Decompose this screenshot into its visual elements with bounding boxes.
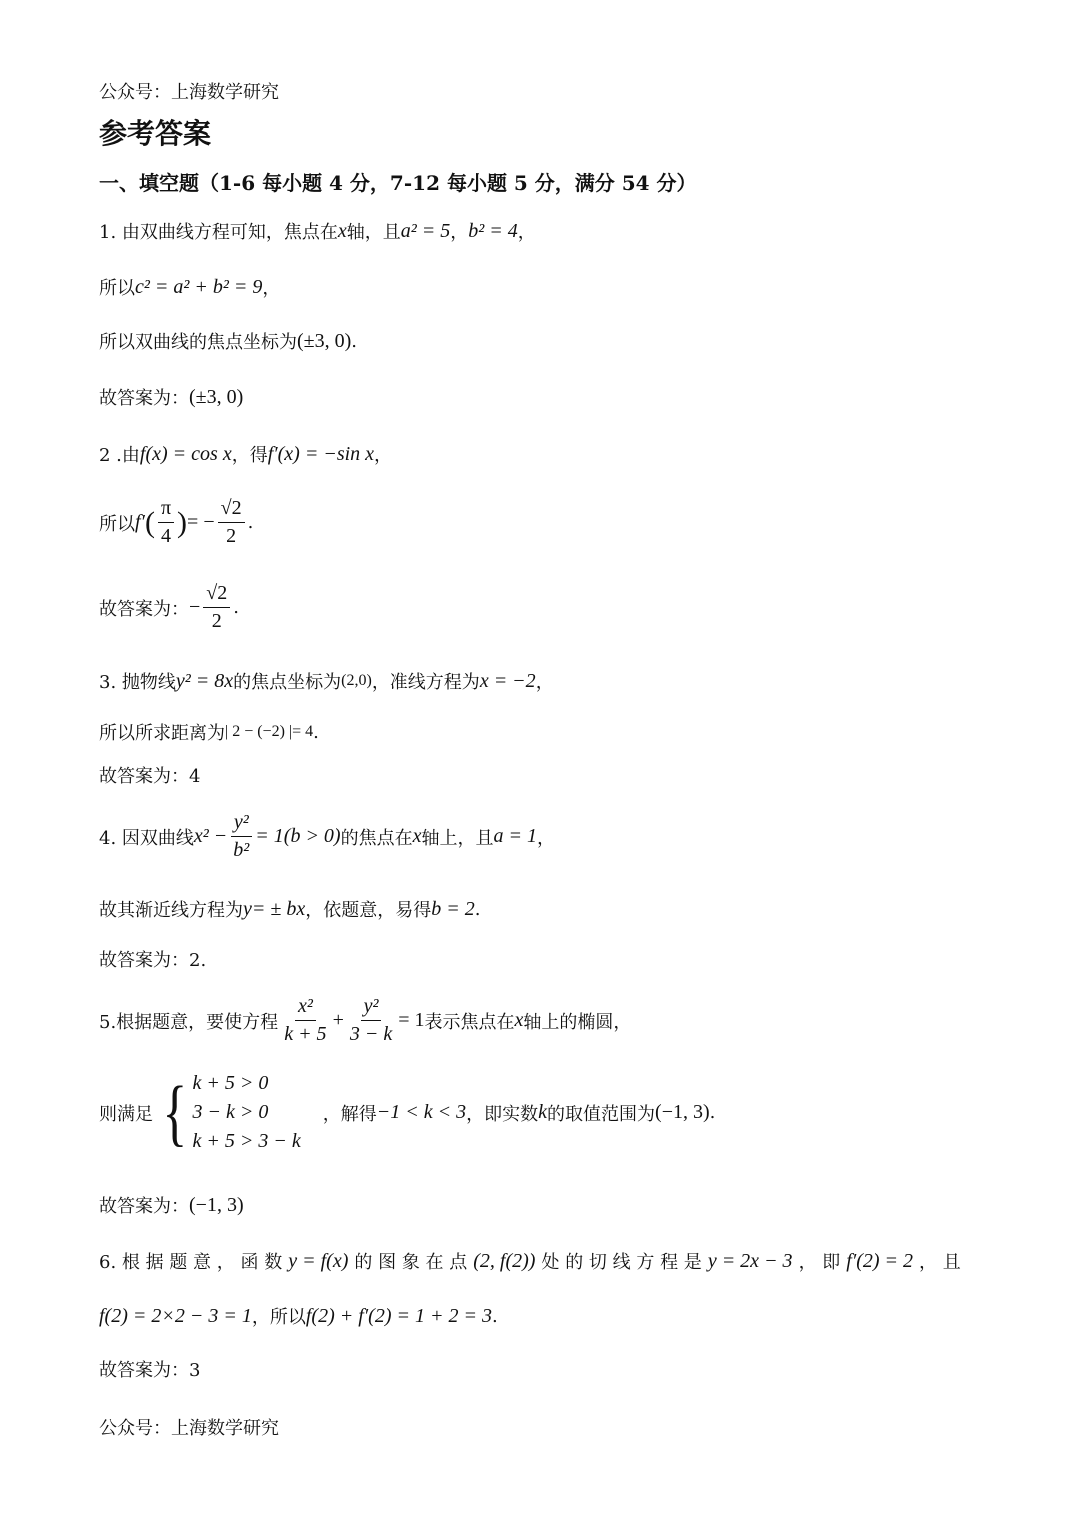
q4-condition: = 1(b > 0) [255, 825, 341, 847]
q2-fprime: f′ [135, 511, 145, 533]
q5-answer [99, 1192, 244, 1218]
fraction-numerator: π [158, 497, 174, 523]
page-title: 参考答案 [99, 117, 212, 150]
q1-comma: ， [262, 278, 281, 299]
q2-answer-fraction [203, 582, 230, 633]
q2-period: . [233, 597, 239, 618]
q5-text: ，解得 [322, 1103, 377, 1125]
q6-answer: 故答案为：3 [99, 1360, 201, 1381]
q3-distance: | 2 − (−2) |= 4 [225, 723, 314, 740]
q5-interval: (−1, 3) [655, 1101, 710, 1123]
q4-fraction [230, 811, 252, 862]
q6-tangent: y = 2x − 3 [707, 1249, 793, 1272]
fraction-denominator: b² [233, 839, 250, 861]
q3-comma: ， [535, 672, 554, 693]
q3-text: 的焦点坐标为 [233, 672, 342, 693]
fraction-denominator: 3 − k [349, 1023, 393, 1045]
q4-text: ，依题意，易得 [305, 900, 432, 921]
q1-text: 所以双曲线的焦点坐标为 [99, 332, 297, 353]
q1-point: (±3, 0) [297, 329, 352, 352]
q4-line-1 [99, 811, 555, 862]
fraction-numerator: √2 [218, 497, 245, 523]
q6-sum: f(2) + f′(2) = 1 + 2 = 3 [305, 1304, 492, 1327]
q2-comma: ， [374, 445, 393, 466]
q1-text: 1. 由双曲线方程可知，焦点在 [99, 222, 338, 243]
q4-text: 故其渐近线方程为 [99, 900, 243, 921]
q4-line-2 [99, 896, 480, 922]
system-rows [193, 1072, 301, 1153]
q1-answer-value: (±3, 0) [189, 385, 244, 408]
q5-range: −1 < k < 3 [376, 1101, 467, 1123]
q5-period: . [709, 1102, 716, 1123]
q1-a-eq: a² = 5 [400, 219, 451, 242]
q5-answer-value: (−1, 3) [189, 1193, 244, 1216]
q1-line-2 [99, 274, 280, 300]
q5-fraction-1 [281, 995, 329, 1046]
q6-line-1 [99, 1248, 961, 1274]
system-row: k + 5 > 0 [192, 1072, 269, 1094]
q4-x-var: x [412, 825, 422, 847]
system-row: k + 5 > 3 − k [192, 1130, 301, 1152]
q4-comma: ， [536, 827, 555, 849]
q2-f-eq: f(x) = cos x [139, 442, 232, 465]
q5-text: 表示焦点在 [424, 1011, 515, 1033]
fraction-denominator: k + 5 [284, 1023, 327, 1045]
q6-point: (2, f(2)) [473, 1249, 536, 1272]
q2-answer-minus: − [189, 596, 201, 618]
q1-comma: ， [517, 222, 536, 243]
system-row: 3 − k > 0 [192, 1101, 269, 1123]
fraction-denominator: 2 [226, 525, 237, 547]
q5-text: 则满足 [99, 1103, 153, 1125]
fraction-numerator: y² [361, 995, 382, 1021]
q6-text: 的 图 象 在 点 [354, 1252, 468, 1273]
answer-label: 故答案为： [99, 388, 189, 409]
q2-pi-fraction [158, 497, 174, 548]
q1-text: 所以 [99, 278, 135, 299]
q6-text: ， 且 [919, 1252, 961, 1273]
answer-label: 故答案为： [99, 1196, 189, 1217]
q5-eq: = 1 [398, 1009, 425, 1031]
q3-focus: (2,0) [341, 672, 372, 689]
q4-asymptote: y= ± bx [243, 897, 306, 920]
q6-text: ， 即 [798, 1252, 841, 1273]
q5-k-var: k [538, 1101, 548, 1123]
left-paren: ( [144, 505, 155, 539]
q1-text: 轴，且 [346, 222, 401, 243]
q1-period: . [351, 330, 358, 352]
fraction-numerator: √2 [203, 582, 230, 608]
q4-period: . [474, 898, 481, 920]
q6-f2-eq: f(2) = 2×2 − 3 = 1 [99, 1304, 252, 1327]
q3-line-1 [99, 668, 554, 694]
fraction-numerator: x² [295, 995, 316, 1021]
q1-x-var: x [337, 219, 347, 242]
q2-answer [99, 582, 239, 633]
q3-text: 所以所求距离为 [99, 723, 225, 744]
q1-b-eq: b² = 4 [468, 219, 518, 242]
q4-answer: 故答案为：2. [99, 950, 207, 971]
fraction-numerator: y² [231, 811, 252, 837]
right-paren: ) [177, 505, 188, 539]
q4-b-eq: b = 2 [431, 897, 475, 920]
fraction-denominator: 2 [211, 610, 222, 632]
q2-text: 2 .由 [99, 445, 140, 466]
q3-text: 3. 抛物线 [99, 672, 176, 693]
q6-derivative: f′(2) = 2 [846, 1249, 914, 1272]
fraction-denominator: 4 [160, 525, 171, 547]
q1-comma: ， [450, 222, 469, 243]
q2-text: 所以 [99, 513, 135, 535]
answer-label: 故答案为： [99, 598, 189, 620]
q5-plus: + [332, 1009, 344, 1031]
q6-period: . [492, 1305, 498, 1327]
q5-fraction-2 [347, 995, 395, 1046]
q2-fp-eq: f′(x) = −sin x [267, 442, 375, 465]
left-brace: { [162, 1071, 188, 1154]
q5-x-var: x [514, 1009, 524, 1031]
q5-text: ，即实数 [466, 1103, 539, 1125]
q1-line-3 [99, 328, 357, 354]
q6-text: 处 的 切 线 方 程 是 [541, 1252, 702, 1273]
q6-text: ，所以 [251, 1307, 306, 1328]
q2-period: . [247, 512, 254, 533]
q6-function: y = f(x) [288, 1249, 349, 1272]
q3-directrix: x = −2 [479, 669, 536, 692]
q5-inequality-system [157, 1072, 301, 1153]
section-heading: 一、填空题（1-6 每小题 4 分，7-12 每小题 5 分，满分 54 分） [99, 171, 697, 195]
q2-eq: = − [187, 511, 215, 533]
q2-line-2 [99, 497, 253, 548]
q3-parabola: y² = 8x [175, 669, 234, 692]
q4-text: 轴上，且 [421, 827, 494, 849]
q1-answer [99, 384, 243, 410]
page-footer: 公众号：上海数学研究 [99, 1418, 279, 1439]
q6-text: 6. 根 据 题 意 ， 函 数 [99, 1252, 283, 1273]
q3-answer: 故答案为：4 [99, 766, 201, 787]
q6-line-2 [99, 1303, 498, 1329]
q4-text: 的焦点在 [340, 827, 413, 849]
q1-line-1 [99, 218, 536, 244]
q3-period: . [313, 721, 319, 743]
q5-line-2 [99, 1072, 715, 1153]
page-header: 公众号：上海数学研究 [99, 82, 279, 103]
q5-text: 轴上的椭圆， [523, 1011, 632, 1033]
q5-line-1 [99, 995, 631, 1046]
q2-line-1 [99, 441, 392, 467]
q2-text: ，得 [231, 445, 268, 466]
q1-c-eq: c² = a² + b² = 9 [135, 275, 263, 298]
q4-a-eq: a = 1 [493, 825, 537, 847]
q3-line-2 [99, 719, 319, 745]
q5-text: 5.根据题意，要使方程 [99, 1011, 279, 1033]
q4-x2: x² − [193, 825, 228, 847]
q2-sqrt-fraction [218, 497, 245, 548]
q4-text: 4. 因双曲线 [99, 827, 194, 849]
q5-text: 的取值范围为 [547, 1103, 656, 1125]
q3-text: ，准线方程为 [371, 672, 480, 693]
